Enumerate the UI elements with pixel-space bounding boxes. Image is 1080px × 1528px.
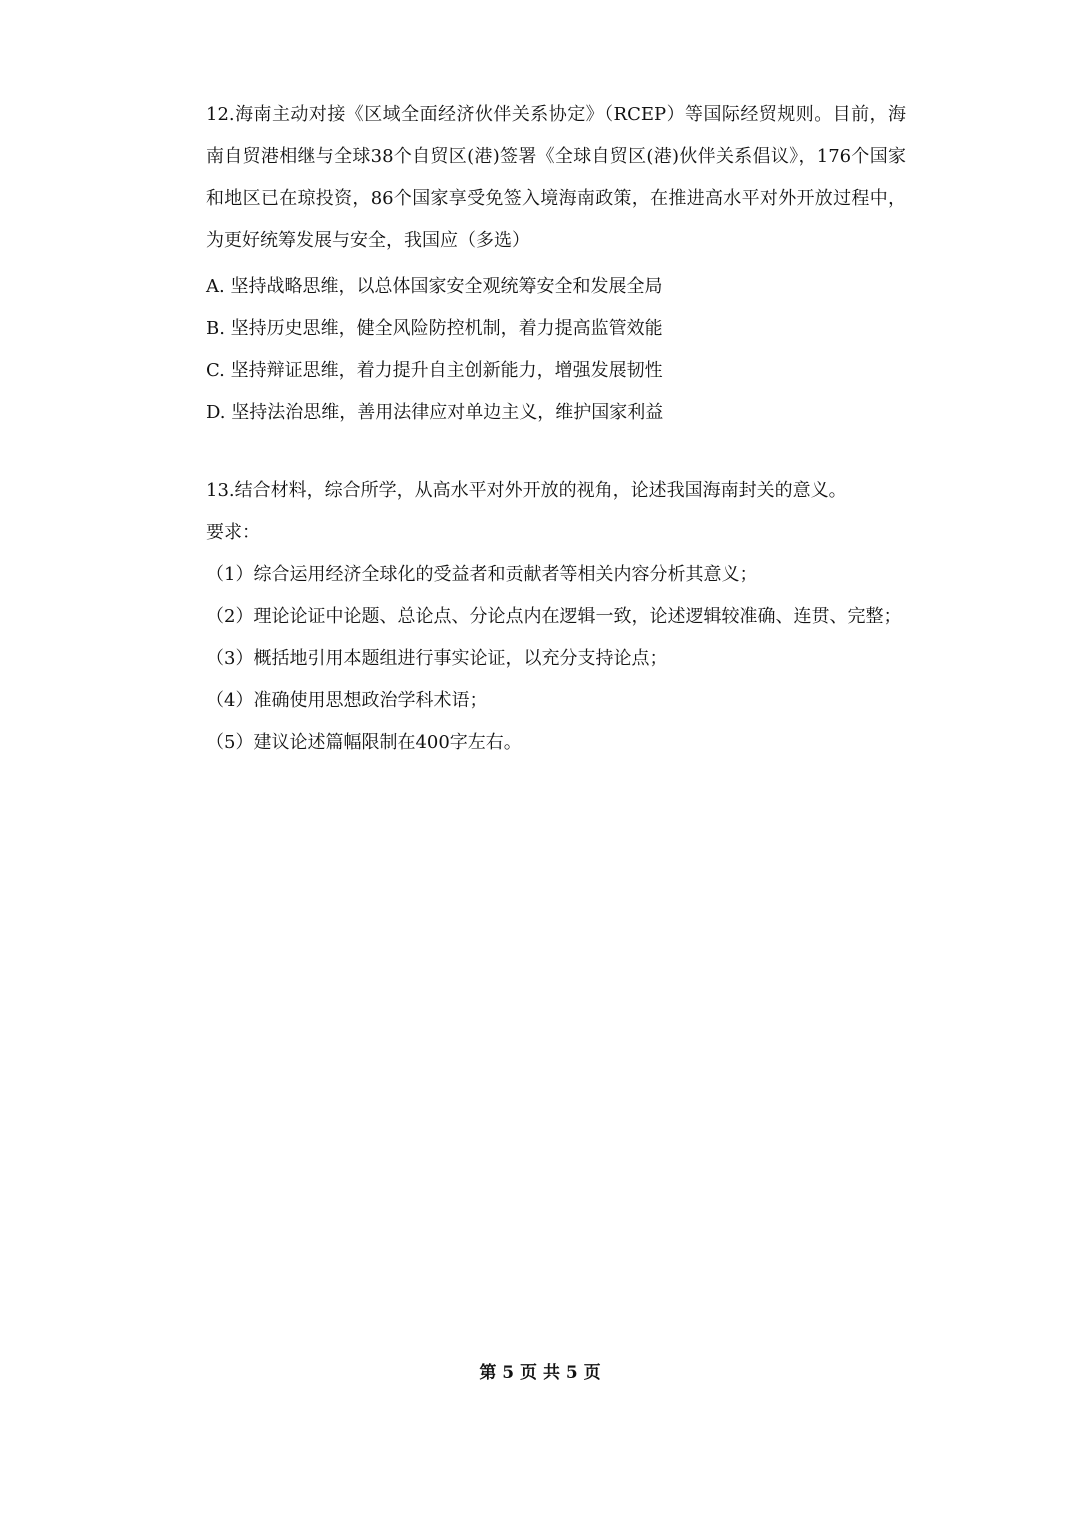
requirements-label: 要求： [206,522,260,543]
requirement-item: （2）理论论证中论题、总论点、分论点内在逻辑一致，论述逻辑较准确、连贯、完整； [206,606,902,627]
question-13 [206,470,906,764]
question-13-stem: 13.结合材料，综合所学，从高水平对外开放的视角，论述我国海南封关的意义。 [206,480,847,501]
option-c: C. 坚持辩证思维，着力提升自主创新能力，增强发展韧性 [206,360,663,381]
option-d: D. 坚持法治思维，善用法律应对单边主义，维护国家利益 [206,402,664,423]
option-a: A. 坚持战略思维，以总体国家安全观统筹安全和发展全局 [206,276,663,297]
requirement-item: （1）综合运用经济全球化的受益者和贡献者等相关内容分析其意义； [206,564,758,585]
question-12-stem: 12.海南主动对接《区域全面经济伙伴关系协定》（RCEP）等国际经贸规则。目前，海南自贸港相继与全球38个自贸区(港)签署《全球自贸区(港)伙伴关系倡议》，176个国家和地区已在琼投资，86个国家享受免签入境海南政策，在推进高水平对外开放过程中，为更好统筹发展与安全，我国应（多选） [206,104,906,251]
question-12 [206,94,906,434]
page-number-footer: 第 5 页 共 5 页 [479,1363,601,1383]
requirement-item: （5）建议论述篇幅限制在400字左右。 [206,732,522,753]
option-b: B. 坚持历史思维，健全风险防控机制，着力提高监管效能 [206,318,663,339]
requirements-list [206,554,906,764]
requirement-item: （4）准确使用思想政治学科术语； [206,690,488,711]
requirement-item: （3）概括地引用本题组进行事实论证，以充分支持论点； [206,648,668,669]
question-12-options [206,266,906,434]
